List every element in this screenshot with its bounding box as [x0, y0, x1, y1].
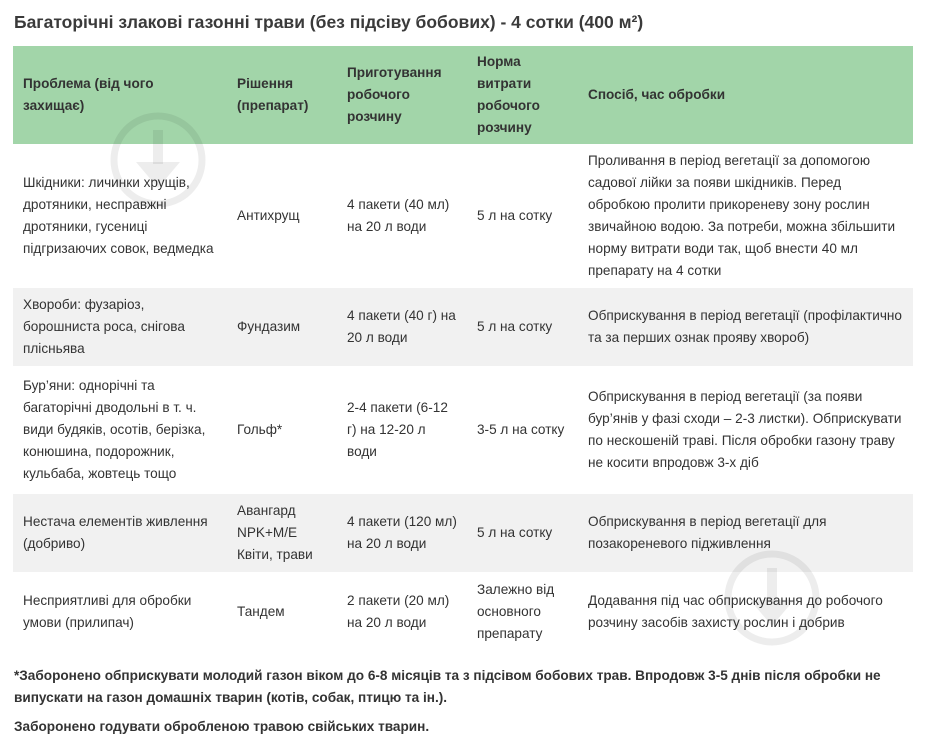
- cell-solution: Гольф*: [227, 366, 337, 494]
- header-preparation: Приготування робочого розчину: [337, 46, 467, 144]
- footnote-feeding: Заборонено годувати обробленою травою свійських тварин.: [14, 719, 430, 734]
- cell-method: Обприскування в період вегетації (профілактично та за перших ознак прояву хвороб): [578, 288, 913, 366]
- cell-solution: Авангард NPK+M/E Квіти, трави: [227, 494, 337, 572]
- table-row: [13, 144, 913, 288]
- cell-method: Додавання під час обприскування до робочого розчину засобів захисту рослин і добрив: [578, 572, 913, 652]
- treatment-table: [13, 46, 913, 652]
- cell-rate: 3-5 л на сотку: [467, 366, 578, 494]
- cell-solution: Фундазим: [227, 288, 337, 366]
- cell-problem: Шкідники: личинки хрущів, дротяники, несправжні дротяники, гусениці підгризаючих совок, ведмедка: [13, 144, 227, 288]
- cell-rate: 5 л на сотку: [467, 494, 578, 572]
- header-rate: Норма витрати робочого розчину: [467, 46, 578, 144]
- cell-method: Обприскування в період вегетації для позакореневого підживлення: [578, 494, 913, 572]
- cell-rate: 5 л на сотку: [467, 144, 578, 288]
- table-row: [13, 366, 913, 494]
- cell-problem: Бур’яни: однорічні та багаторічні дводольні в т. ч. види будяків, осотів, берізка, конюшина, подорожник, кульбаба, жовтець тощо: [13, 366, 227, 494]
- cell-method: Обприскування в період вегетації (за появи бур’янів у фазі сходи – 2-3 листки). Обприскувати по нескошеній траві. Після обробки газону траву не косити впродовж 3-х діб: [578, 366, 913, 494]
- table-header-row: [13, 46, 913, 144]
- header-solution: Рішення (препарат): [227, 46, 337, 144]
- cell-problem: Несприятливі для обробки умови (прилипач): [13, 572, 227, 652]
- cell-preparation: 2-4 пакети (6-12 г) на 12-20 л води: [337, 366, 467, 494]
- cell-preparation: 2 пакети (20 мл) на 20 л води: [337, 572, 467, 652]
- cell-problem: Хвороби: фузаріоз, борошниста роса, снігова плісньява: [13, 288, 227, 366]
- cell-rate: 5 л на сотку: [467, 288, 578, 366]
- header-problem: Проблема (від чого захищає): [13, 46, 227, 144]
- cell-solution: Тандем: [227, 572, 337, 652]
- header-method: Спосіб, час обробки: [578, 46, 913, 144]
- cell-rate: Залежно від основного препарату: [467, 572, 578, 652]
- cell-preparation: 4 пакети (40 мл) на 20 л води: [337, 144, 467, 288]
- table-row: [13, 572, 913, 652]
- cell-preparation: 4 пакети (120 мл) на 20 л води: [337, 494, 467, 572]
- cell-solution: Антихрущ: [227, 144, 337, 288]
- cell-preparation: 4 пакети (40 г) на 20 л води: [337, 288, 467, 366]
- cell-method: Проливання в період вегетації за допомогою садової лійки за появи шкідників. Перед обробкою пролити прикореневу зону рослин звичайною водою. За потреби, можна збільшити норму витрати води так, щоб внести 40 мл препарату на 4 сотки: [578, 144, 913, 288]
- page-title: Багаторічні злакові газонні трави (без підсіву бобових) - 4 сотки (400 м²): [14, 12, 644, 32]
- cell-problem: Нестача елементів живлення (добриво): [13, 494, 227, 572]
- table-row: [13, 288, 913, 366]
- table-row: [13, 494, 913, 572]
- footnote-warning: *Заборонено обприскувати молодий газон віком до 6-8 місяців та з підсівом бобових трав. Впродовж 3-5 днів після обробки не випускати на газон домашніх тварин (котів, собак, птицю та ін.).: [14, 668, 881, 705]
